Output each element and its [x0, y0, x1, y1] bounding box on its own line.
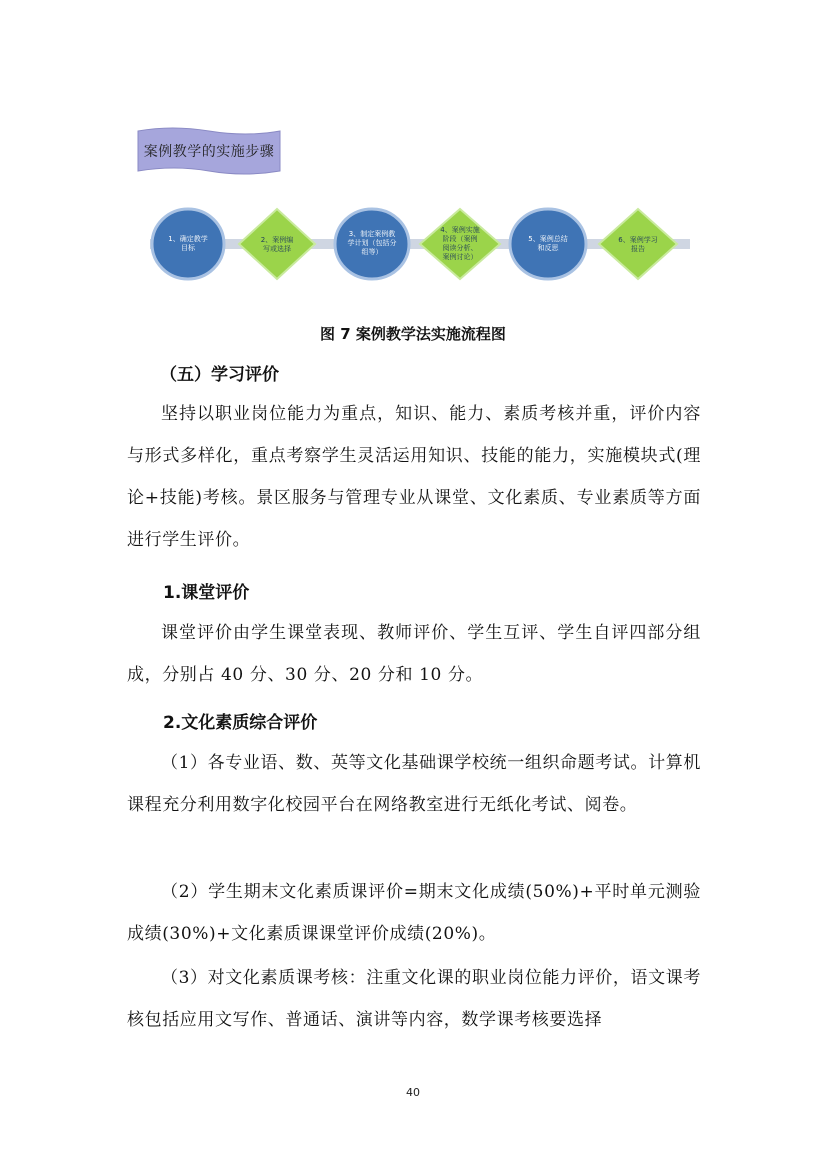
step-label-1: 1、确定教学 目标: [168, 235, 208, 252]
culture-paragraph-1: （1）各专业语、数、英等文化基础课学校统一组织命题考试。计算机课程充分利用数字化校园平台在网络教室进行无纸化考试、阅卷。: [127, 753, 701, 815]
step-label-4: 4、案例实施 阶段（案例 阅读分析、 案例讨论）: [440, 226, 480, 261]
subheading-culture: 2.文化素质综合评价: [163, 713, 318, 733]
culture-paragraph-2: （2）学生期末文化素质课评价=期末文化成绩(50%)+平时单元测验成绩(30%)+文化素质课课堂评价成绩(20%)。: [127, 882, 701, 944]
intro-paragraph: 坚持以职业岗位能力为重点，知识、能力、素质考核并重，评价内容与形式多样化，重点考察学生灵活运用知识、技能的能力，实施模块式(理论+技能)考核。景区服务与管理专业从课堂、文化素质、专业素质等方面进行学生评价。: [127, 404, 701, 550]
step-label-6: 6、案例学习 报告: [618, 236, 658, 253]
page-number: 40: [406, 1086, 420, 1099]
culture-paragraph-3: （3）对文化素质课考核：注重文化课的职业岗位能力评价，语文课考核包括应用文写作、普通话、演讲等内容，数学课考核要选择: [127, 968, 701, 1030]
step-label-3: 3、制定案例教 学计划（包括分 组等）: [347, 230, 397, 256]
figure-caption: 图 7 案例教学法实施流程图: [320, 325, 506, 343]
figure-banner: [136, 127, 282, 177]
subheading-classroom: 1.课堂评价: [163, 583, 250, 603]
step-label-2: 2、案例编 写或选择: [260, 236, 294, 253]
banner-title: 案例教学的实施步骤: [143, 144, 275, 160]
section-heading: （五）学习评价: [160, 365, 279, 385]
step-label-5: 5、案例总结 和反思: [528, 235, 568, 252]
classroom-paragraph: 课堂评价由学生课堂表现、教师评价、学生互评、学生自评四部分组成，分别占 40 分、30 分、20 分和 10 分。: [127, 623, 701, 685]
process-flowchart: [140, 205, 700, 285]
